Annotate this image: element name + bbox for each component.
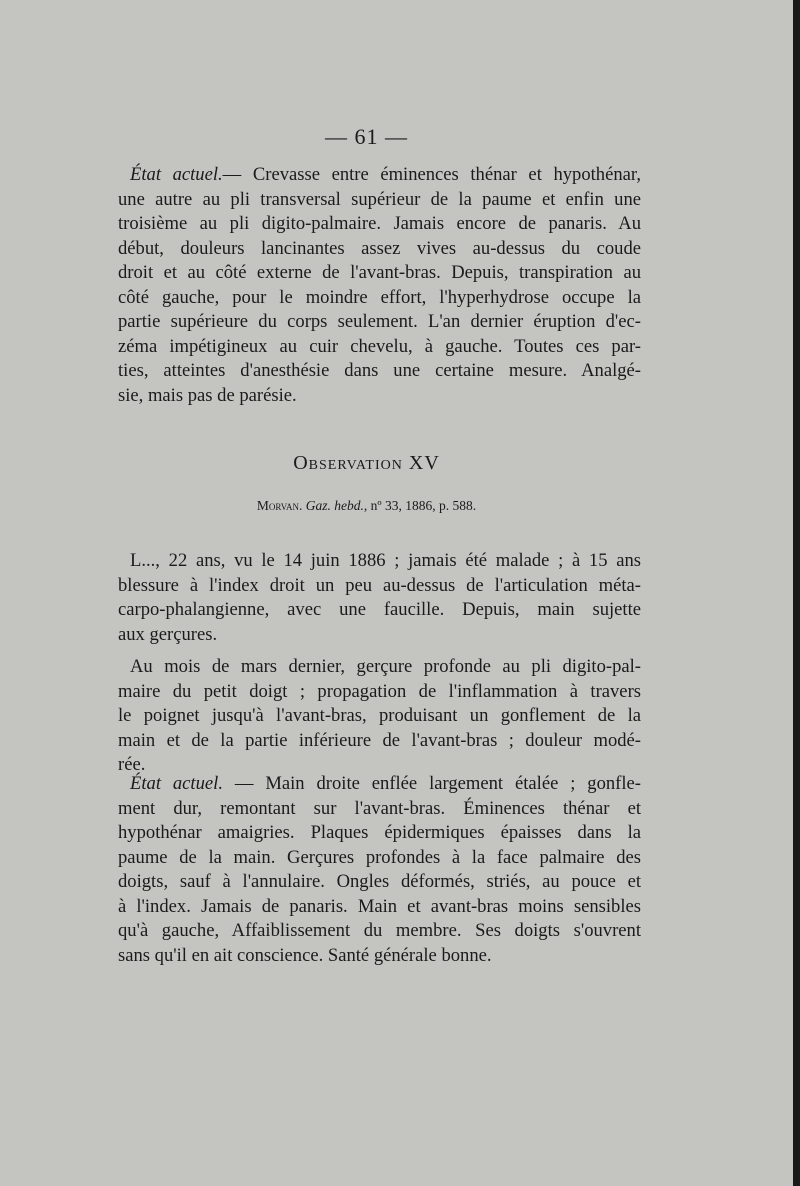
text-line: côté gauche, pour le moindre effort, l'hyperhydrose occupe la [118,286,641,308]
text-span: — Crevasse entre éminences thénar et hypothénar, [222,164,641,185]
paragraph-etat-actuel-2 [118,772,641,968]
page-number: — 61 — [325,124,408,149]
text-line [118,163,641,188]
paragraph-mars [118,655,641,778]
text-line: doigts, sauf à l'annulaire. Ongles déformés, striés, au pouce et [118,871,641,892]
text-line: qu'à gauche, Affaiblissement du membre. Ses doigts s'ouvrent [118,920,641,941]
text-line: aux gerçures. [118,623,218,645]
text-line: carpo-phalangienne, avec une faucille. Depuis, main sujette [118,599,641,620]
text-line: début, douleurs lancinantes assez vives au-dessus du coude [118,237,641,259]
observation-source [0,498,733,514]
etat-actuel-label: État actuel. [130,773,223,794]
paragraph-etat-actuel-1 [118,163,641,408]
text-line: paume de la main. Gerçures profondes à la face palmaire des [118,846,641,868]
text-line: maire du petit doigt ; propagation de l'inflammation à travers [118,680,641,702]
text-line: ties, atteintes d'anesthésie dans une certaine mesure. Analgé- [118,360,641,381]
page-edge-shadow [793,0,800,1186]
text-line: zéma impétigineux au cuir chevelu, à gauche. Toutes ces par- [118,335,641,357]
text-line: troisième au pli digito-palmaire. Jamais encore de panaris. Au [118,213,641,234]
text-line: une autre au pli transversal supérieur de la paume et enfin une [118,188,641,210]
text-line: le poignet jusqu'à l'avant-bras, produisant un gonflement de la [118,705,641,726]
text-line: sans qu'il en ait conscience. Santé générale bonne. [118,944,492,966]
etat-actuel-label: État actuel. [130,164,223,185]
text-line: partie supérieure du corps seulement. L'an dernier éruption d'ec- [118,311,641,332]
paragraph-patient-history [118,549,641,647]
text-line: Au mois de mars dernier, gerçure profonde au pli digito-pal- [130,656,641,677]
observation-title: Observation XV [293,452,440,474]
text-line [118,772,641,797]
text-line: droit et au côté externe de l'avant-bras. Depuis, transpiration au [118,262,641,283]
text-line: hypothénar amaigries. Plaques épidermiques épaisses dans la [118,822,641,843]
text-line: sie, mais pas de parésie. [118,384,297,406]
source-author: Morvan. [256,498,303,513]
text-span: — Main droite enflée largement étalée ; gonfle- [222,773,641,794]
text-line: rée. [118,754,146,775]
text-line: main et de la partie inférieure de l'avant-bras ; douleur modé- [118,729,641,751]
source-details: nº 33, 1886, p. 588. [370,498,477,513]
text-line: blessure à l'index droit un peu au-dessus de l'articulation méta- [118,574,641,596]
text-line: ment dur, remontant sur l'avant-bras. Éminences thénar et [118,797,641,819]
text-line: L..., 22 ans, vu le 14 juin 1886 ; jamais été malade ; à 15 ans [130,550,641,571]
source-journal: Gaz. hebd., [305,498,368,513]
text-line: à l'index. Jamais de panaris. Main et avant-bras moins sensibles [118,895,641,917]
